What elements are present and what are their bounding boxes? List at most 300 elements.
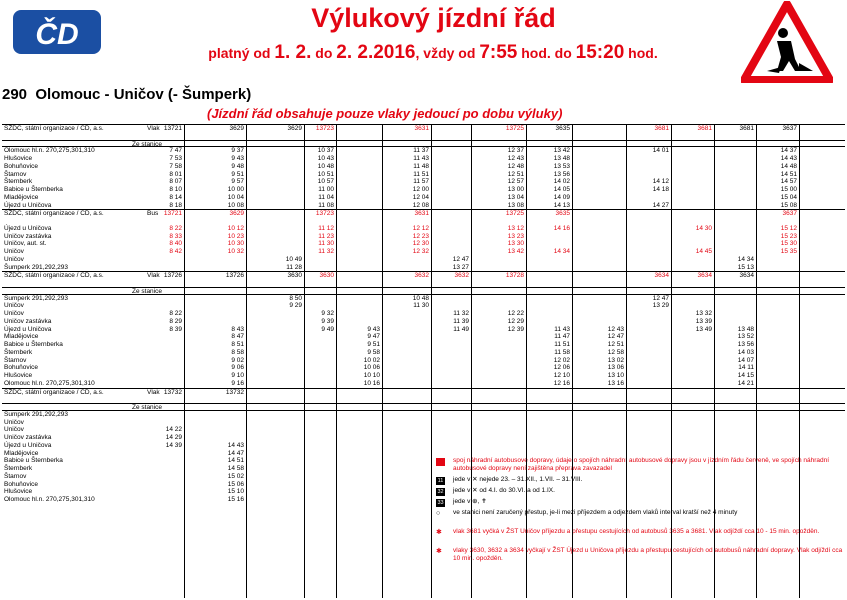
departure-time: 10 16	[363, 379, 380, 387]
station-name: Uničov zastávka	[4, 232, 52, 240]
station-name: Uničov	[4, 255, 24, 263]
departure-time: 13 16	[607, 379, 624, 387]
column-divider	[671, 124, 672, 598]
document-title: Výlukový jízdní řád	[311, 3, 556, 33]
departure-time: 13 10	[607, 372, 624, 379]
departure-time: 14 51	[227, 457, 244, 465]
route-number: 290	[2, 86, 28, 103]
departure-time: 14 58	[227, 465, 244, 472]
departure-time: 15 08	[780, 201, 797, 209]
departure-time: 13 48	[737, 325, 754, 333]
departure-time: 8 42	[169, 248, 182, 255]
legend-text: vlak 3681 vyčká v ŽST Uničov příjezdu a přestupu cestujících od autobusů 3635 a 3681. Vlak odjíždí cca 10 - 15 min. opožděn.	[453, 528, 820, 535]
legend	[436, 457, 846, 566]
timetable-row	[2, 225, 845, 233]
departure-time: 8 51	[231, 341, 244, 348]
departure-time: 14 39	[165, 441, 182, 449]
departure-time: 14 48	[780, 162, 797, 170]
departure-time: 8 22	[169, 310, 182, 317]
direction-label: Ze stanice	[132, 404, 162, 411]
departure-time: 12 47	[607, 333, 624, 341]
departure-time: 15 23	[780, 232, 797, 240]
departure-time: 14 13	[553, 201, 570, 209]
departure-time: 15 06	[227, 480, 244, 488]
departure-time: 14 27	[652, 201, 669, 209]
departure-time: 7 53	[169, 155, 182, 162]
station-name: Uničov	[4, 302, 24, 310]
departure-time: 8 39	[169, 325, 182, 333]
departure-time: 14 16	[553, 224, 570, 232]
departure-time: 9 32	[321, 310, 334, 317]
note-number-icon: 32	[437, 489, 444, 495]
departure-time: 10 48	[317, 162, 334, 170]
station-name: Hlušovice	[4, 155, 33, 162]
departure-time: 14 47	[227, 449, 244, 457]
train-number: 3634	[697, 272, 712, 280]
departure-time: 11 47	[554, 333, 570, 341]
departure-time: 13 52	[737, 333, 754, 341]
legend-text: jede v ✕ nejede 23. – 31.XII., 1.VII. – 31.VIII.	[453, 476, 583, 483]
timetable-row	[2, 194, 845, 202]
station-name: Uničov zastávka	[4, 317, 52, 325]
timetable-row	[2, 163, 845, 171]
direction-label: Ze stanice	[132, 140, 162, 148]
station-name: Olomouc hl.n. 270,275,301,310	[4, 496, 95, 503]
departure-time: 12 47	[652, 294, 669, 302]
departure-time: 11 30	[318, 240, 334, 248]
departure-time: 11 32	[318, 248, 334, 255]
departure-time: 12 57	[507, 178, 524, 186]
route-name: Olomouc - Uničov (- Šumperk)	[35, 86, 252, 103]
departure-time: 12 43	[607, 325, 624, 333]
column-divider	[526, 124, 527, 598]
departure-time: 14 05	[553, 186, 570, 193]
departure-time: 9 48	[231, 162, 244, 170]
column-divider	[626, 124, 627, 598]
train-icons-row	[2, 132, 845, 140]
departure-time: 14 21	[737, 379, 754, 387]
departure-time: 8 01	[169, 170, 182, 178]
operator-label: SŽDC, státní organizace / ČD, a.s.	[4, 388, 104, 396]
train-icons-row	[2, 279, 845, 287]
station-name: Újezd u Uničova	[4, 201, 52, 209]
departure-time: 14 57	[780, 178, 797, 186]
departure-time: 9 02	[231, 356, 244, 364]
legend-item	[436, 528, 846, 547]
train-number: 3634	[739, 272, 754, 280]
station-name: Mladějovice	[4, 193, 39, 201]
departure-time: 12 02	[553, 356, 570, 364]
column-divider	[799, 124, 800, 598]
operator-label: SŽDC, státní organizace / ČD, a.s.	[4, 125, 104, 132]
departure-time: 14 18	[652, 186, 669, 193]
departure-time: 13 06	[607, 364, 624, 372]
departure-time: 10 08	[227, 201, 244, 209]
station-name: Šternberk	[4, 465, 33, 472]
route-heading	[2, 86, 251, 103]
departure-time: 13 48	[553, 155, 570, 162]
train-icons-row	[2, 217, 845, 225]
svg-text:ČD: ČD	[35, 18, 79, 51]
station-name: Babice u Šternberka	[4, 457, 63, 465]
departure-time: 12 51	[607, 341, 624, 348]
operator-label: SŽDC, státní organizace / ČD, a.s.	[4, 272, 104, 280]
timetable-row	[2, 372, 845, 380]
mode-label: Vlak	[147, 272, 160, 280]
departure-time: 13 00	[507, 186, 524, 193]
column-divider	[304, 124, 305, 598]
train-number: 3630	[287, 272, 302, 280]
mode-label: Vlak	[147, 388, 160, 396]
station-name: Uničov zastávka	[4, 434, 52, 441]
departure-time: 12 04	[412, 193, 429, 201]
departure-time: 9 57	[231, 178, 244, 186]
departure-time: 9 47	[367, 333, 380, 341]
route-note: (Jízdní řád obsahuje pouze vlaky jedoucí po dobu výluky)	[207, 106, 563, 121]
train-number: 3681	[654, 125, 669, 132]
asterisk-icon: ✱	[436, 548, 442, 555]
departure-time: 11 08	[318, 201, 334, 209]
column-divider	[572, 124, 573, 598]
train-number: 3637	[782, 210, 797, 218]
departure-time: 11 48	[413, 162, 429, 170]
station-name: Újezd u Uničova	[4, 441, 52, 449]
departure-time: 12 47	[452, 255, 469, 263]
departure-time: 8 29	[169, 317, 182, 325]
legend-text: vlaky 3630, 3632 a 3634 vyčkají v ŽST Újezd u Uničova příjezdu a přestupu cestujících od autobusů náhradní dopravy. Vlak odjíždí cca 10 min. opožděn.	[453, 547, 843, 562]
train-number: 13732	[163, 388, 182, 396]
departure-time: 13 53	[553, 162, 570, 170]
departure-time: 10 00	[227, 186, 244, 193]
station-name: Štarnov	[4, 356, 27, 364]
departure-time: 9 29	[289, 302, 302, 310]
departure-time: 11 51	[554, 341, 570, 348]
train-number: 3635	[555, 125, 570, 132]
column-divider	[714, 124, 715, 598]
departure-time: 7 47	[169, 147, 182, 155]
departure-time: 14 43	[780, 155, 797, 162]
timetable-row	[2, 264, 845, 272]
departure-time: 13 30	[507, 240, 524, 248]
departure-time: 8 50	[289, 294, 302, 302]
train-number: 13726	[163, 272, 182, 280]
station-name: Šumperk 291,292,293	[4, 294, 68, 302]
validity-line: platný od 1. 2. do 2. 2.2016, vždy od 7:55 hod. do 15:20 hod.	[208, 42, 658, 63]
departure-time: 13 27	[452, 263, 469, 271]
station-name: Uničov	[4, 310, 24, 317]
timetable-row	[2, 426, 845, 434]
departure-time: 14 15	[737, 372, 754, 379]
station-name: Bohuňovice	[4, 162, 38, 170]
mode-label: Vlak	[147, 125, 160, 132]
timetable-row	[2, 178, 845, 186]
direction-row	[2, 287, 845, 295]
station-name: Štarnov	[4, 170, 27, 178]
departure-time: 10 51	[317, 170, 334, 178]
departure-time: 10 04	[227, 193, 244, 201]
asterisk-icon: ✱	[436, 529, 442, 536]
departure-time: 12 43	[507, 155, 524, 162]
departure-time: 14 07	[737, 356, 754, 364]
departure-time: 10 02	[363, 356, 380, 364]
departure-time: 12 29	[507, 317, 524, 325]
station-name: Štarnov	[4, 472, 27, 480]
legend-text: jede v ⊕, ✝	[453, 498, 487, 505]
departure-time: 8 40	[169, 240, 182, 248]
departure-time: 11 28	[286, 263, 302, 271]
departure-time: 9 16	[231, 379, 244, 387]
departure-time: 10 48	[412, 294, 429, 302]
timetable-row	[2, 341, 845, 349]
legend-item	[436, 457, 846, 476]
departure-time: 14 03	[737, 348, 754, 356]
departure-time: 15 10	[227, 488, 244, 496]
departure-time: 14 12	[652, 178, 669, 186]
departure-time: 9 10	[231, 372, 244, 379]
departure-time: 10 57	[317, 178, 334, 186]
departure-time: 12 39	[507, 325, 524, 333]
station-name: Olomouc hl.n. 270,275,301,310	[4, 147, 95, 155]
train-number: 3681	[739, 125, 754, 132]
station-name: Babice u Šternberka	[4, 186, 63, 193]
departure-time: 13 42	[507, 248, 524, 255]
departure-time: 9 51	[367, 341, 380, 348]
timetable-row	[2, 364, 845, 372]
legend-text: jede v ✕ od 4.I. do 30.VI. a od 1.IX.	[453, 487, 555, 494]
departure-time: 10 12	[227, 224, 244, 232]
departure-time: 9 39	[321, 317, 334, 325]
departure-time: 9 06	[231, 364, 244, 372]
departure-time: 14 30	[695, 224, 712, 232]
legend-text: ve stanici není zaručený přestup, je-li mezi příjezdem a odjezdem vlaků interval kratší než 4 minuty	[453, 509, 738, 516]
note-number-icon: 11	[437, 478, 444, 484]
roadworks-warning-icon	[741, 1, 833, 83]
train-number: 13723	[315, 125, 334, 132]
train-number: 3631	[414, 210, 429, 218]
departure-time: 14 22	[165, 426, 182, 434]
departure-time: 10 23	[227, 232, 244, 240]
legend-text: spoj náhradní autobusové dopravy, údaje o spojích náhradní autobusové dopravy jsou v jízdním řádu červeně, ve spojích náhradní autobusové dopravy není zajištěna přeprava zavazadel	[453, 457, 830, 472]
train-number: 13723	[315, 210, 334, 218]
direction-row	[2, 403, 845, 411]
departure-time: 14 11	[738, 364, 754, 372]
departure-time: 12 06	[553, 364, 570, 372]
train-number-row	[2, 388, 845, 396]
departure-time: 7 58	[169, 162, 182, 170]
departure-time: 12 58	[607, 348, 624, 356]
station-name: Olomouc hl.n. 270,275,301,310	[4, 379, 95, 387]
train-number: 3632	[454, 272, 469, 280]
column-divider	[756, 124, 757, 598]
train-number: 3681	[697, 125, 712, 132]
departure-time: 14 01	[652, 147, 669, 155]
departure-time: 10 37	[317, 147, 334, 155]
timetable-row	[2, 240, 845, 248]
departure-time: 11 49	[453, 325, 469, 333]
departure-time: 10 43	[317, 155, 334, 162]
departure-time: 9 37	[231, 147, 244, 155]
departure-time: 12 12	[412, 224, 429, 232]
departure-time: 15 00	[780, 186, 797, 193]
note-number-icon: 33	[437, 500, 444, 506]
departure-time: 11 32	[453, 310, 469, 317]
train-number: 13725	[505, 125, 524, 132]
departure-time: 12 10	[553, 372, 570, 379]
train-number: 3629	[229, 125, 244, 132]
departure-time: 13 32	[695, 310, 712, 317]
departure-time: 13 56	[737, 341, 754, 348]
timetable-row	[2, 326, 845, 334]
station-name: Mladějovice	[4, 333, 39, 341]
train-number: 13725	[505, 210, 524, 218]
departure-time: 12 23	[412, 232, 429, 240]
train-number: 3632	[414, 272, 429, 280]
departure-time: 11 39	[453, 317, 469, 325]
station-name: Šumperk 291,292,293	[4, 263, 68, 271]
departure-time: 8 33	[169, 232, 182, 240]
departure-time: 11 57	[413, 178, 429, 186]
train-number: 3629	[287, 125, 302, 132]
departure-time: 15 04	[780, 193, 797, 201]
timetable-row	[2, 256, 845, 264]
departure-time: 8 58	[231, 348, 244, 356]
column-divider	[336, 124, 337, 598]
station-name: Šternberk	[4, 178, 33, 186]
train-number: 3635	[555, 210, 570, 218]
station-name: Hlušovice	[4, 488, 33, 496]
departure-time: 15 35	[780, 248, 797, 255]
departure-time: 15 30	[780, 240, 797, 248]
departure-time: 13 02	[607, 356, 624, 364]
departure-time: 13 39	[695, 317, 712, 325]
legend-item	[436, 487, 846, 498]
train-number: 13721	[163, 210, 182, 218]
station-name: Šternberk	[4, 348, 33, 356]
station-name: Šumperk 291,292,293	[4, 410, 68, 418]
departure-time: 14 29	[165, 434, 182, 441]
departure-time: 14 34	[737, 255, 754, 263]
departure-time: 9 58	[367, 348, 380, 356]
departure-time: 14 45	[695, 248, 712, 255]
operator-label: SŽDC, státní organizace / ČD, a.s.	[4, 210, 104, 218]
train-number: 3631	[414, 125, 429, 132]
departure-time: 14 09	[553, 193, 570, 201]
departure-time: 8 14	[169, 193, 182, 201]
station-name: Újezd u Uničova	[4, 325, 52, 333]
timetable-row	[2, 442, 845, 450]
timetable	[2, 124, 845, 504]
departure-time: 8 07	[169, 178, 182, 186]
departure-time: 12 37	[507, 147, 524, 155]
train-number-row	[2, 124, 845, 132]
departure-time: 14 51	[780, 170, 797, 178]
departure-time: 11 04	[318, 193, 334, 201]
timetable-row	[2, 295, 845, 303]
legend-item	[436, 498, 846, 509]
timetable-row	[2, 147, 845, 155]
departure-time: 11 51	[413, 170, 429, 178]
departure-time: 11 12	[318, 224, 334, 232]
departure-time: 9 49	[321, 325, 334, 333]
departure-time: 11 43	[554, 325, 570, 333]
timetable-row	[2, 233, 845, 241]
departure-time: 9 51	[231, 170, 244, 178]
timetable-row	[2, 357, 845, 365]
legend-item	[436, 547, 846, 566]
timetable-row	[2, 380, 845, 388]
train-number: 13726	[225, 272, 244, 280]
header	[0, 0, 847, 84]
departure-time: 12 30	[412, 240, 429, 248]
timetable-row	[2, 310, 845, 318]
departure-time: 10 32	[227, 248, 244, 255]
timetable-row	[2, 155, 845, 163]
departure-time: 8 22	[169, 224, 182, 232]
departure-time: 11 00	[318, 186, 334, 193]
train-number: 3629	[229, 210, 244, 218]
timetable-row	[2, 411, 845, 419]
departure-time: 12 16	[553, 379, 570, 387]
timetable-row	[2, 434, 845, 442]
departure-time: 15 16	[227, 496, 244, 503]
train-number-row	[2, 209, 845, 217]
bus-icon	[436, 458, 445, 466]
departure-time: 9 43	[231, 155, 244, 162]
direction-label: Ze stanice	[132, 287, 162, 295]
departure-time: 15 02	[227, 472, 244, 480]
station-name: Babice u Šternberka	[4, 341, 63, 348]
departure-time: 13 04	[507, 193, 524, 201]
departure-time: 13 56	[553, 170, 570, 178]
train-number: 3637	[782, 125, 797, 132]
departure-time: 8 47	[231, 333, 244, 341]
timetable-row	[2, 248, 845, 256]
departure-time: 11 23	[318, 232, 334, 240]
timetable-row	[2, 333, 845, 341]
departure-time: 12 51	[507, 170, 524, 178]
train-icons-row	[2, 395, 845, 403]
train-number: 3630	[319, 272, 334, 280]
departure-time: 13 42	[553, 147, 570, 155]
departure-time: 12 08	[412, 201, 429, 209]
train-number: 13728	[505, 272, 524, 280]
timetable-row	[2, 318, 845, 326]
train-number: 3634	[654, 272, 669, 280]
station-name: Hlušovice	[4, 372, 33, 379]
departure-time: 11 43	[413, 155, 429, 162]
station-name: Mladějovice	[4, 449, 39, 457]
departure-time: 8 43	[231, 325, 244, 333]
departure-time: 12 00	[412, 186, 429, 193]
station-name: Uničov	[4, 426, 24, 434]
timetable-row	[2, 419, 845, 427]
departure-time: 13 08	[507, 201, 524, 209]
departure-time: 13 12	[507, 224, 524, 232]
mode-label: Bus	[147, 210, 159, 218]
departure-time: 8 18	[169, 201, 182, 209]
timetable-row	[2, 171, 845, 179]
timetable-row	[2, 202, 845, 210]
timetable-row	[2, 302, 845, 310]
column-divider	[431, 124, 432, 598]
departure-time: 10 49	[285, 255, 302, 263]
departure-time: 14 34	[553, 248, 570, 255]
departure-time: 11 58	[554, 348, 570, 356]
departure-time: 14 37	[780, 147, 797, 155]
legend-item	[436, 509, 846, 528]
station-name: Bohuňovice	[4, 364, 38, 372]
departure-time: 8 10	[169, 186, 182, 193]
